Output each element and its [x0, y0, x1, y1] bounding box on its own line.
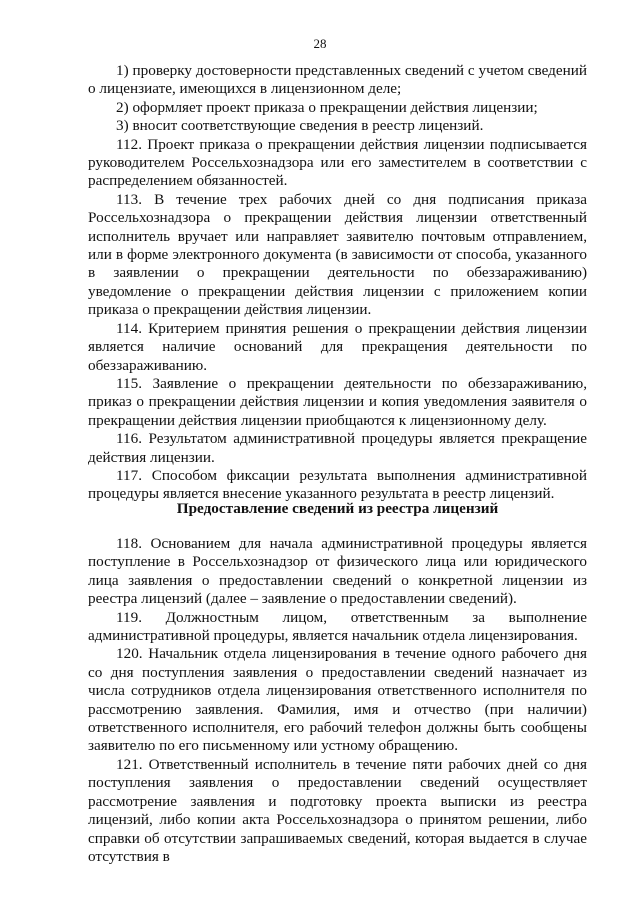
- paragraph-119: 119. Должностным лицом, ответственным за выполнение административной процедуры, является начальник отдела лицензирования.: [88, 608, 587, 645]
- paragraphs-after-heading: [88, 535, 587, 866]
- paragraphs-before-heading: [88, 62, 587, 504]
- paragraph-115: 115. Заявление о прекращении деятельности по обеззараживанию, приказ о прекращении действия лицензии и копия уведомления заявителя о прекращении действия лицензии приобщаются к лицензионному делу.: [88, 374, 587, 429]
- paragraph-120: 120. Начальник отдела лицензирования в течение одного рабочего дня со дня поступления заявления о предоставлении сведений назначает из числа сотрудников отдела лицензирования ответственного исполнителя по рассмотрению заявления. Фамилия, имя и отчество (при наличии) ответственного исполнителя, его рабочий телефон должны быть сообщены заявителю по его письменному или устному обращению.: [88, 645, 587, 755]
- paragraph-121: 121. Ответственный исполнитель в течение пяти рабочих дней со дня поступления заявления о предоставлении сведений осуществляет рассмотрение заявления и подготовку проекта выписки из реестра лицензий, либо копии акта Россельхознадзора о принятом решении, либо справки об отсутствии запрашиваемых сведений, которая выдается в случае отсутствия в: [88, 755, 587, 865]
- paragraph-item-1: 1) проверку достоверности представленных сведений с учетом сведений о лицензиате, имеющихся в лицензионном деле;: [88, 62, 587, 98]
- paragraph-117: 117. Способом фиксации результата выполнения административной процедуры является внесение указанного результата в реестр лицензий.: [88, 466, 587, 503]
- page-number: 28: [313, 36, 327, 51]
- paragraph-114: 114. Критерием принятия решения о прекращении действия лицензии является наличие оснований для прекращения деятельности по обеззараживанию.: [88, 319, 587, 374]
- paragraph-118: 118. Основанием для начала административной процедуры является поступление в Россельхознадзор от физического лица или юридического лица заявления о предоставлении сведений о конкретной лицензии из реестра лицензий (далее – заявление о предоставлении сведений).: [88, 535, 587, 608]
- paragraph-116: 116. Результатом административной процедуры является прекращение действия лицензии.: [88, 430, 587, 466]
- paragraph-113: 113. В течение трех рабочих дней со дня подписания приказа Россельхознадзора о прекращении действия лицензии ответственный исполнитель вручает или направляет заявителю почтовым отправлением, или в форме электронного документа (в зависимости от способа, указанного в заявлении о прекращении деятельности по обеззараживанию) уведомление о прекращении действия лицензии с приложением копии приказа о прекращении действия лицензии.: [88, 190, 587, 319]
- paragraph-112: 112. Проект приказа о прекращении действия лицензии подписывается руководителем Россельхознадзора или его заместителем в соответствии с распределением обязанностей.: [88, 135, 587, 190]
- section-heading: Предоставление сведений из реестра лицензий: [176, 500, 499, 517]
- paragraph-item-3: 3) вносит соответствующие сведения в реестр лицензий.: [116, 117, 484, 135]
- paragraph-item-2: 2) оформляет проект приказа о прекращении действия лицензии;: [116, 98, 538, 116]
